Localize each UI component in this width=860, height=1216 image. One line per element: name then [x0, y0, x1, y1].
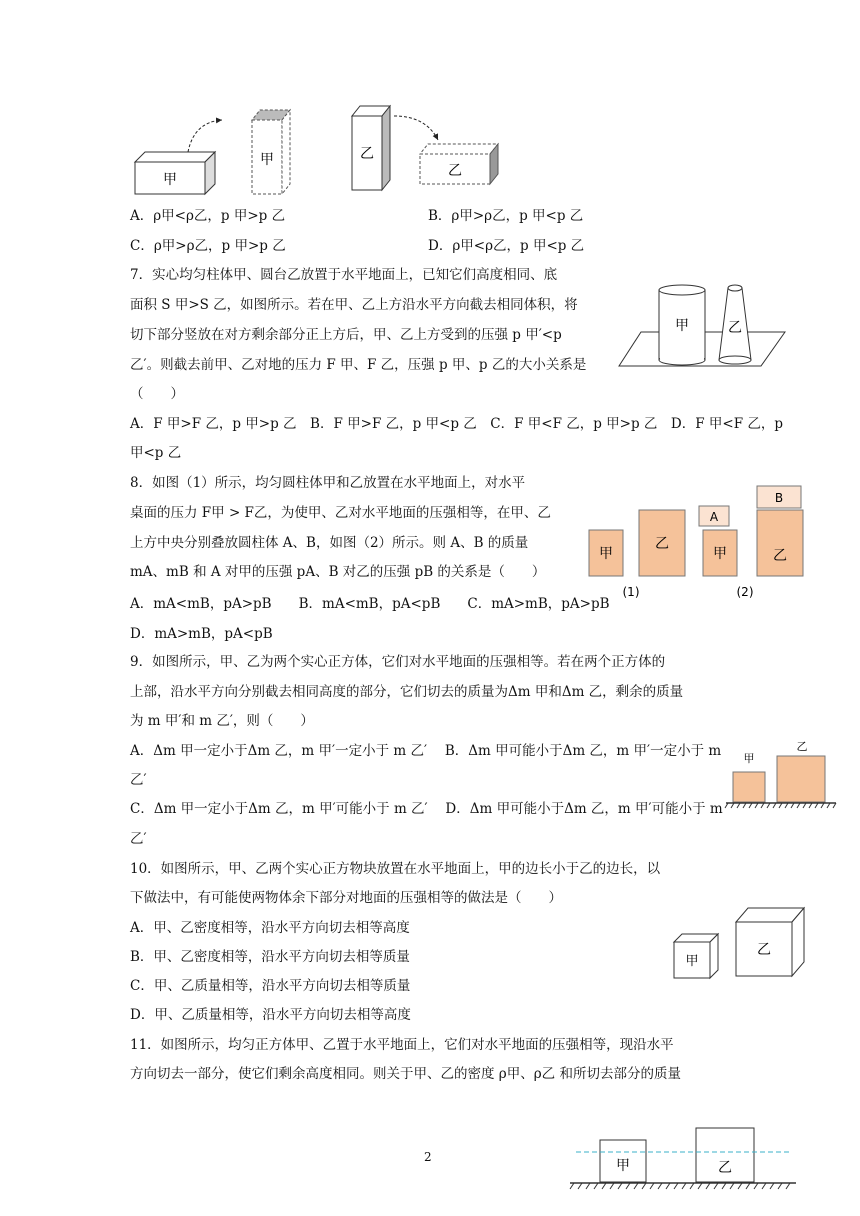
q7-label-yi: 乙	[728, 320, 742, 336]
q6-yi-standing-box	[352, 106, 390, 190]
q10-label-jia: 甲	[685, 954, 699, 969]
q9-option-ab-line-1: A．Δm 甲一定小于Δm 乙，m 甲′一定小于 m 乙′ B．Δm 甲可能小于Δm 乙，m 甲′一定小于 m	[130, 743, 722, 759]
q8-options-line-1: A．mA<mB，pA>pB B．mA<mB，pA<pB C．mA>mB，pA>pB	[130, 596, 610, 612]
q11-label-yi: 乙	[718, 1160, 732, 1176]
q9-label-jia: 甲	[743, 752, 755, 765]
q9-option-cd-line-1: C．Δm 甲一定小于Δm 乙，m 甲′可能小于 m 乙′ D．Δm 甲可能小于Δm 乙，m 甲′可能小于 m	[130, 801, 723, 817]
q6-label-yi-2: 乙	[448, 163, 462, 179]
q10-option-c: C．甲、乙质量相等，沿水平方向切去相等质量	[130, 978, 411, 994]
q9-label-yi: 乙	[796, 740, 808, 753]
q10-option-d: D．甲、乙质量相等，沿水平方向切去相等高度	[130, 1007, 411, 1023]
q8-options-line-2: D．mA>mB，pA<pB	[130, 626, 273, 642]
q8-text-line-3: 上方中央分别叠放圆柱体 A、B，如图（2）所示。则 A、B 的质量	[130, 535, 529, 551]
q10-text-line-2: 下做法中，有可能使两物体余下部分对地面的压强相等的做法是（ ）	[130, 890, 562, 906]
q7-cylinder-jia	[659, 285, 705, 365]
q8-caption-1: (1)	[622, 585, 640, 599]
q6-yi-lying-box	[420, 144, 498, 184]
q10-cube-jia	[674, 934, 718, 978]
q10-label-yi: 乙	[757, 942, 771, 958]
q6-label-jia-2: 甲	[260, 152, 274, 168]
q8-label-a: A	[709, 510, 719, 524]
q8-label-yi-2: 乙	[773, 548, 787, 564]
q7-text-line-2: 面积 S 甲>S 乙，如图所示。若在甲、乙上方沿水平方向截去相同体积，将	[130, 297, 578, 313]
q8-label-jia-2: 甲	[713, 546, 727, 562]
q7-options-line-1: A．F 甲>F 乙，p 甲>p 乙 B．F 甲>F 乙，p 甲<p 乙 C．F 甲<F 乙，p 甲>p 乙 D．F 甲<F 乙，p	[130, 416, 784, 432]
q9-figure	[724, 738, 840, 810]
q10-cube-yi	[736, 908, 804, 976]
q7-label-jia: 甲	[675, 318, 689, 334]
q9-cube-yi	[777, 756, 825, 802]
q8-text-line-1: 8．如图（1）所示，均匀圆柱体甲和乙放置在水平地面上，对水平	[130, 475, 526, 491]
q10-text-line-1: 10．如图所示，甲、乙两个实心正方物块放置在水平地面上，甲的边长小于乙的边长，以	[130, 861, 661, 877]
q11-text-line-1: 11．如图所示，均匀正方体甲、乙置于水平地面上，它们对水平地面的压强相等，现沿水平	[130, 1037, 674, 1053]
q7-frustum-yi	[719, 285, 751, 364]
q6-label-jia-1: 甲	[163, 172, 177, 188]
q6-figure	[130, 100, 510, 200]
q6-option-d: D．ρ甲<ρ乙，p 甲<p 乙	[428, 238, 585, 254]
q11-label-jia: 甲	[616, 1158, 630, 1174]
q8-label-yi-1: 乙	[655, 536, 669, 552]
q9-text-line-2: 上部，沿水平方向分别截去相同高度的部分，它们切去的质量为Δm 甲和Δm 乙，剩余的质量	[130, 684, 684, 700]
q7-text-line-4: 乙′。则截去前甲、乙对地的压力 F 甲、F 乙，压强 p 甲、p 乙的大小关系是	[130, 357, 587, 373]
q9-option-ab-line-2: 乙′	[130, 772, 147, 788]
page-number: 2	[424, 1150, 432, 1164]
q6-option-c: C．ρ甲>ρ乙，p 甲>p 乙	[130, 238, 286, 254]
q9-text-line-1: 9．如图所示，甲、乙为两个实心正方体，它们对水平地面的压强相等。若在两个正方体的	[130, 654, 666, 670]
q8-text-line-4: mA、mB 和 A 对甲的压强 pA、B 对乙的压强 pB 的关系是（ ）	[130, 564, 546, 580]
q7-text-line-1: 7．实心均匀柱体甲、圆台乙放置于水平地面上，已知它们高度相同、底	[130, 267, 558, 283]
q9-option-cd-line-2: 乙′	[130, 831, 147, 847]
q10-figure	[670, 902, 810, 982]
q8-label-jia-1: 甲	[599, 546, 613, 562]
q8-figure	[585, 484, 805, 604]
q6-arrow-1	[188, 120, 222, 152]
q7-text-line-5: （ ）	[130, 386, 184, 402]
q11-figure	[568, 1122, 800, 1194]
q8-label-b: B	[774, 491, 784, 505]
q10-option-a: A．甲、乙密度相等，沿水平方向切去相等高度	[130, 920, 410, 936]
q10-option-b: B．甲、乙密度相等，沿水平方向切去相等质量	[130, 949, 410, 965]
q11-ground-hatch	[570, 1183, 790, 1189]
q7-text-line-3: 切下部分竖放在对方剩余部分正上方后，甲、乙上方受到的压强 p 甲′<p	[130, 327, 562, 343]
q6-option-a: A．ρ甲<ρ乙，p 甲>p 乙	[130, 208, 286, 224]
q6-jia-standing-box	[252, 110, 290, 194]
q9-cube-jia	[733, 772, 765, 802]
q6-label-yi-1: 乙	[360, 146, 374, 162]
q6-jia-lying-box	[135, 152, 215, 194]
q8-cylinder-yi-2	[757, 510, 803, 576]
q7-figure	[615, 280, 787, 374]
q6-option-b: B．ρ甲>ρ乙，p 甲<p 乙	[428, 208, 584, 224]
q8-caption-2: (2)	[736, 585, 754, 599]
q6-arrow-2	[394, 116, 438, 140]
q9-text-line-3: 为 m 甲′和 m 乙′，则（ ）	[130, 713, 314, 729]
q11-text-line-2: 方向切去一部分，使它们剩余高度相同。则关于甲、乙的密度 ρ甲、ρ乙 和所切去部分的质量	[130, 1066, 681, 1082]
q7-options-line-2: 甲<p 乙	[130, 445, 182, 461]
q8-text-line-2: 桌面的压力 F甲 > F乙，为使甲、乙对水平地面的压强相等，在甲、乙	[130, 505, 551, 521]
